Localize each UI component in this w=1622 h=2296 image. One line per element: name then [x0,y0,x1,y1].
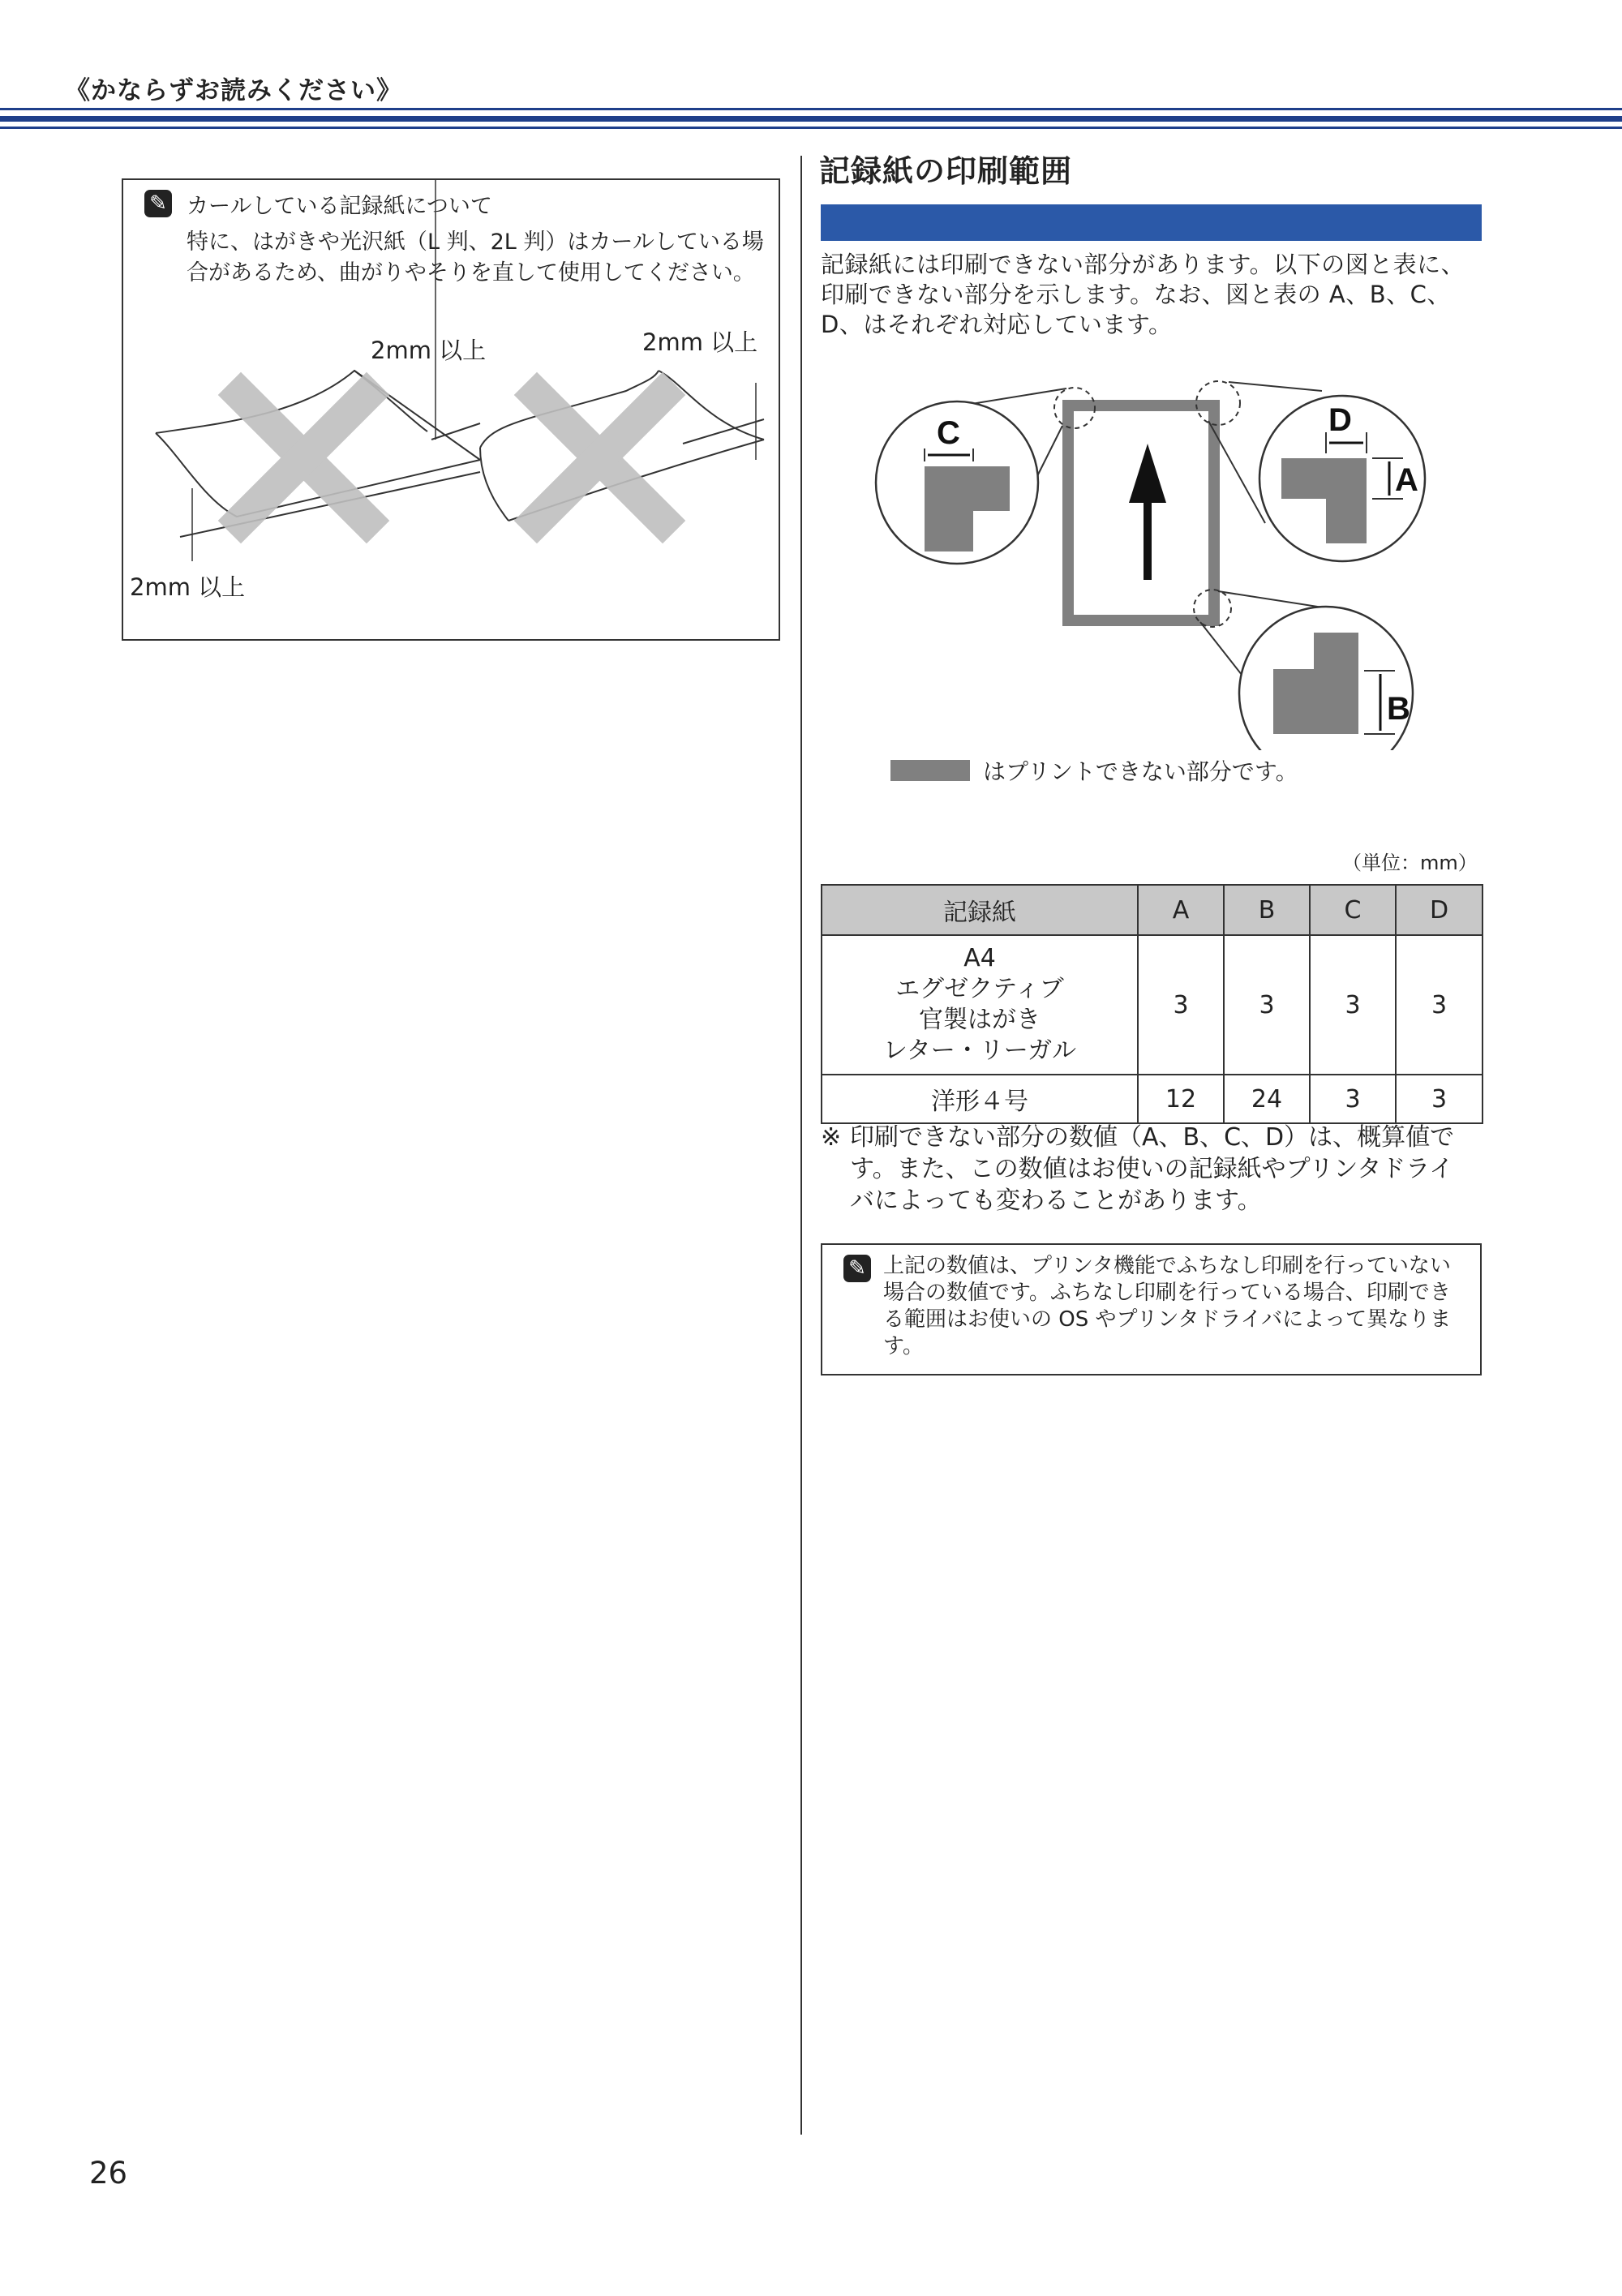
table-cell-c: 3 [1310,1075,1396,1123]
print-margin-table [821,884,1483,1124]
curl-label-top-right: 2mm 以上 [642,328,758,356]
footnote-text: 印刷できない部分の数値（A、B、C、D）は、概算値です。また、この数値はお使いの記録紙やプリンタドライバによっても変わることがあります。 [850,1123,1455,1215]
curl-note-box [122,178,780,641]
table-header-c: C [1310,885,1396,935]
table-cell-d: 3 [1396,1075,1483,1123]
wrong-x-mark-right [537,395,663,521]
table-header-row [822,885,1483,935]
curl-note-heading: カールしている記録紙について [187,194,492,219]
legend-text: はプリントできない部分です。 [983,758,1298,785]
label-d: D [1328,402,1352,438]
label-c: C [937,415,960,451]
section-title: 記録紙の印刷範囲 [819,153,1073,189]
table-header-d: D [1396,885,1483,935]
paper-name: A4 [963,944,996,972]
table-header-a: A [1138,885,1224,935]
table-row [822,1075,1483,1123]
header-rule-thick [0,116,1622,122]
header-rule-thin-top [0,108,1622,110]
table-footnote [821,1122,1486,1217]
label-b: B [1387,691,1410,727]
label-a: A [1395,462,1418,498]
paper-name: レター・リーガル [882,1036,1077,1065]
printable-area-diagram [868,369,1484,750]
table-cell-a: 12 [1138,1075,1224,1123]
header-rule-thin-bottom [0,127,1622,129]
paper-name: 官製はがき [919,1006,1041,1034]
table-cell-a: 3 [1138,935,1224,1075]
curl-note-body: 特に、はがきや光沢紙（L 判、2L 判）はカールしている場合があるため、曲がりやそりを直して使用してください。 [187,230,764,285]
table-cell-d: 3 [1396,935,1483,1075]
running-header: 《かならずお読みください》 [65,76,402,105]
dimension-marks-left [192,180,436,561]
page-number: 26 [89,2156,128,2191]
table-cell-paper [822,935,1138,1075]
curl-label-top-left: 2mm 以上 [371,337,487,364]
curl-label-bottom-left: 2mm 以上 [130,573,246,601]
table-row [822,935,1483,1075]
note-pen-icon: ✎ [843,1255,871,1282]
table-header-b: B [1224,885,1310,935]
section-intro: 記録紙には印刷できない部分があります。以下の図と表に、印刷できない部分を示します。なお、図と表の A、B、C、D、はそれぞれ対応しています。 [821,251,1465,338]
curled-paper-illustration [123,180,780,641]
borderless-note-box [821,1243,1482,1375]
table-unit: （単位：mm） [1342,852,1478,874]
table-cell-paper: 洋形４号 [822,1075,1138,1123]
legend-swatch [890,760,970,781]
paper-outline [1068,406,1214,620]
table-header-paper: 記録紙 [822,885,1138,935]
paper-name: エグゼクティブ [895,975,1064,1003]
table-cell-c: 3 [1310,935,1396,1075]
section-title-bar [821,204,1482,241]
note-pen-icon: ✎ [144,190,172,217]
column-divider [800,156,802,2135]
table-cell-b: 24 [1224,1075,1310,1123]
table-cell-b: 3 [1224,935,1310,1075]
footnote-mark: ※ [821,1123,842,1152]
feed-direction-arrowhead [1129,444,1166,503]
borderless-note-text: 上記の数値は、プリンタ機能でふちなし印刷を行っていない場合の数値です。ふちなし印刷を行っている場合、印刷できる範囲はお使いの OS やプリンタドライバによって異なります。 [883,1254,1452,1358]
